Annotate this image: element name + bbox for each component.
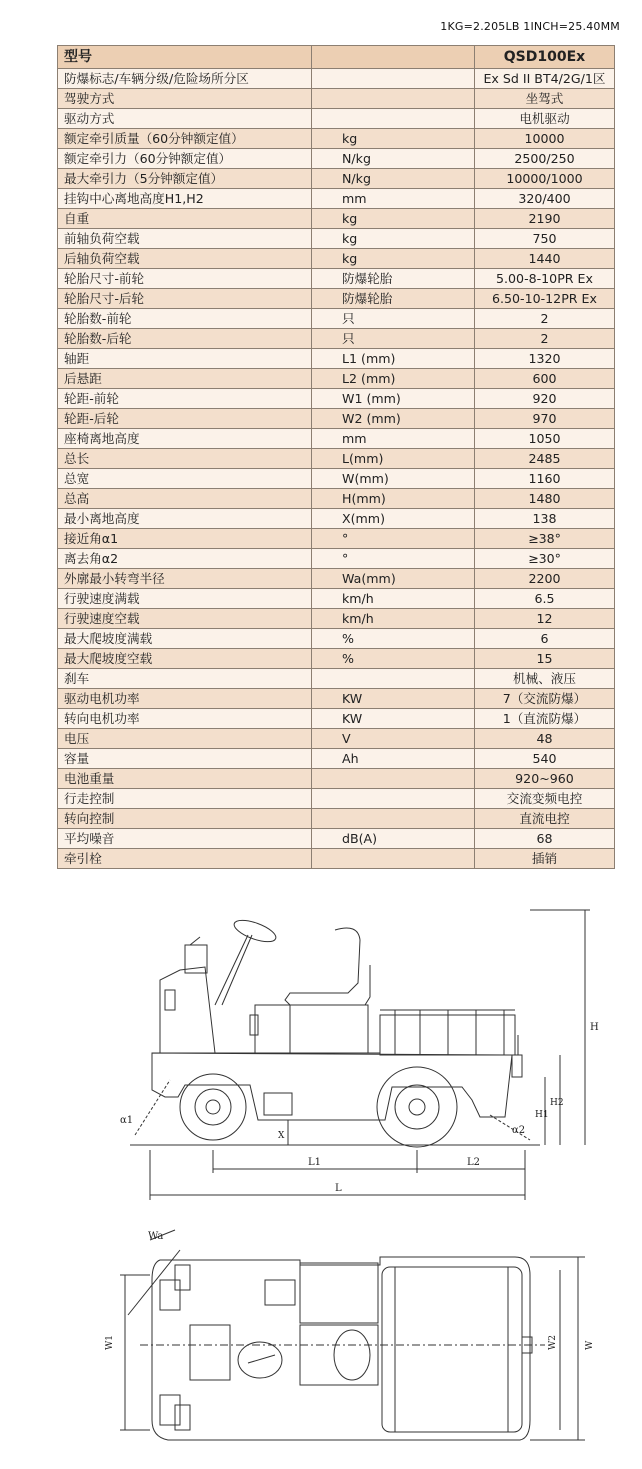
row-value: 6.5 <box>475 589 615 609</box>
row-unit: mm <box>312 189 475 209</box>
row-value: 交流变频电控 <box>475 789 615 809</box>
label-l1: L1 <box>308 1157 322 1168</box>
rear-wheel <box>377 1067 457 1147</box>
table-header-row <box>58 46 615 69</box>
label-h: H <box>590 1022 599 1033</box>
row-unit <box>312 789 475 809</box>
front-wheel <box>180 1074 246 1140</box>
row-unit: Ah <box>312 749 475 769</box>
table-row <box>58 629 615 649</box>
row-unit: Wa(mm) <box>312 569 475 589</box>
row-label: 最大爬坡度空载 <box>58 649 312 669</box>
row-value: 138 <box>475 509 615 529</box>
table-row <box>58 469 615 489</box>
row-label: 总宽 <box>58 469 312 489</box>
row-unit: 防爆轮胎 <box>312 289 475 309</box>
row-unit: X(mm) <box>312 509 475 529</box>
table-row <box>58 449 615 469</box>
row-label: 电压 <box>58 729 312 749</box>
row-value: 电机驱动 <box>475 109 615 129</box>
label-wa: Wa <box>148 1231 164 1242</box>
row-unit: 只 <box>312 329 475 349</box>
row-value: 2 <box>475 309 615 329</box>
row-value: 1（直流防爆） <box>475 709 615 729</box>
row-value: 68 <box>475 829 615 849</box>
top-front-wheel-left <box>160 1280 180 1310</box>
row-label: 轮距-后轮 <box>58 409 312 429</box>
row-unit: % <box>312 629 475 649</box>
row-label: 自重 <box>58 209 312 229</box>
table-row <box>58 829 615 849</box>
table-row <box>58 709 615 729</box>
row-unit: KW <box>312 689 475 709</box>
row-unit: dB(A) <box>312 829 475 849</box>
row-label: 轮胎尺寸-前轮 <box>58 269 312 289</box>
row-unit <box>312 109 475 129</box>
row-label: 外廓最小转弯半径 <box>58 569 312 589</box>
table-row <box>58 729 615 749</box>
table-row <box>58 509 615 529</box>
row-label: 额定牵引质量（60分钟额定值） <box>58 129 312 149</box>
table-row <box>58 89 615 109</box>
table-row <box>58 429 615 449</box>
row-value: 750 <box>475 229 615 249</box>
row-unit <box>312 769 475 789</box>
row-label: 转向电机功率 <box>58 709 312 729</box>
table-row <box>58 529 615 549</box>
table-row <box>58 589 615 609</box>
row-value: 坐驾式 <box>475 89 615 109</box>
row-unit <box>312 849 475 869</box>
row-label: 容量 <box>58 749 312 769</box>
top-seat <box>300 1263 378 1323</box>
row-unit: kg <box>312 229 475 249</box>
table-row <box>58 309 615 329</box>
row-value: 2190 <box>475 209 615 229</box>
header-model: QSD100Ex <box>475 46 615 69</box>
table-row <box>58 689 615 709</box>
row-unit: 只 <box>312 309 475 329</box>
label-l2: L2 <box>467 1157 481 1168</box>
row-unit <box>312 89 475 109</box>
label-w: W <box>585 1340 595 1350</box>
row-unit: kg <box>312 129 475 149</box>
top-front-wheel-right <box>160 1395 180 1425</box>
wa-line <box>128 1250 180 1315</box>
label-w2: W2 <box>548 1335 558 1350</box>
row-unit: ° <box>312 529 475 549</box>
row-value: 920~960 <box>475 769 615 789</box>
row-value: 1160 <box>475 469 615 489</box>
table-row <box>58 649 615 669</box>
steering-wheel <box>232 916 279 946</box>
table-row <box>58 209 615 229</box>
label-alpha2: α2 <box>512 1125 526 1136</box>
row-unit: km/h <box>312 609 475 629</box>
units-note: 1KG=2.205LB 1INCH=25.40MM <box>440 20 620 33</box>
tow-hitch <box>512 1055 522 1077</box>
battery-box <box>255 1005 290 1053</box>
row-unit <box>312 69 475 89</box>
top-cargo-bed <box>382 1267 522 1432</box>
table-row <box>58 289 615 309</box>
table-row <box>58 69 615 89</box>
row-label: 后悬距 <box>58 369 312 389</box>
table-row <box>58 409 615 429</box>
row-value: Ex Sd II BT4/2G/1区 <box>475 69 615 89</box>
row-label: 牵引栓 <box>58 849 312 869</box>
top-steering-wheel <box>238 1342 282 1378</box>
table-row <box>58 109 615 129</box>
row-unit: L1 (mm) <box>312 349 475 369</box>
row-label: 总高 <box>58 489 312 509</box>
row-value: ≥38° <box>475 529 615 549</box>
header-label: 型号 <box>58 46 312 69</box>
row-unit: W2 (mm) <box>312 409 475 429</box>
row-label: 轮胎数-后轮 <box>58 329 312 349</box>
table-row <box>58 369 615 389</box>
table-row <box>58 549 615 569</box>
label-alpha1: α1 <box>120 1115 134 1126</box>
row-unit: km/h <box>312 589 475 609</box>
row-unit: N/kg <box>312 169 475 189</box>
table-row <box>58 669 615 689</box>
row-label: 平均噪音 <box>58 829 312 849</box>
row-value: 1480 <box>475 489 615 509</box>
row-label: 驱动方式 <box>58 109 312 129</box>
row-unit: V <box>312 729 475 749</box>
row-label: 轮距-前轮 <box>58 389 312 409</box>
row-label: 前轴负荷空载 <box>58 229 312 249</box>
row-value: 920 <box>475 389 615 409</box>
row-value: 2200 <box>475 569 615 589</box>
row-label: 最小离地高度 <box>58 509 312 529</box>
row-value: ≥30° <box>475 549 615 569</box>
table-row <box>58 349 615 369</box>
table-row <box>58 569 615 589</box>
row-unit: ° <box>312 549 475 569</box>
row-value: 320/400 <box>475 189 615 209</box>
row-label: 驱动电机功率 <box>58 689 312 709</box>
row-value: 970 <box>475 409 615 429</box>
table-row <box>58 489 615 509</box>
row-unit: H(mm) <box>312 489 475 509</box>
row-unit: W1 (mm) <box>312 389 475 409</box>
row-label: 最大牵引力（5分钟额定值） <box>58 169 312 189</box>
row-label: 接近角α1 <box>58 529 312 549</box>
row-unit <box>312 809 475 829</box>
table-row <box>58 169 615 189</box>
row-label: 转向控制 <box>58 809 312 829</box>
row-unit: N/kg <box>312 149 475 169</box>
row-value: 10000/1000 <box>475 169 615 189</box>
row-value: 1320 <box>475 349 615 369</box>
row-value: 15 <box>475 649 615 669</box>
header-unit <box>312 46 475 69</box>
table-row <box>58 789 615 809</box>
table-row <box>58 149 615 169</box>
row-value: 12 <box>475 609 615 629</box>
row-value: 600 <box>475 369 615 389</box>
label-h2: H2 <box>550 1098 564 1108</box>
row-value: 10000 <box>475 129 615 149</box>
label-w1: W1 <box>105 1335 115 1350</box>
side-view-drawing <box>0 905 642 1205</box>
top-body-outline <box>152 1257 530 1440</box>
row-unit: L2 (mm) <box>312 369 475 389</box>
row-label: 座椅离地高度 <box>58 429 312 449</box>
row-value: 6 <box>475 629 615 649</box>
table-row <box>58 329 615 349</box>
table-row <box>58 389 615 409</box>
row-label: 后轴负荷空载 <box>58 249 312 269</box>
row-label: 行走控制 <box>58 789 312 809</box>
row-label: 电池重量 <box>58 769 312 789</box>
row-value: 7（交流防爆） <box>475 689 615 709</box>
row-label: 额定牵引力（60分钟额定值） <box>58 149 312 169</box>
row-unit: % <box>312 649 475 669</box>
row-unit <box>312 669 475 689</box>
row-label: 轴距 <box>58 349 312 369</box>
row-unit: kg <box>312 249 475 269</box>
row-unit: kg <box>312 209 475 229</box>
row-value: 1050 <box>475 429 615 449</box>
row-value: 1440 <box>475 249 615 269</box>
table-row <box>58 609 615 629</box>
row-label: 驾驶方式 <box>58 89 312 109</box>
row-value: 5.00-8-10PR Ex <box>475 269 615 289</box>
row-label: 轮胎尺寸-后轮 <box>58 289 312 309</box>
row-label: 轮胎数-前轮 <box>58 309 312 329</box>
control-module <box>190 1325 230 1380</box>
table-row <box>58 269 615 289</box>
table-row <box>58 749 615 769</box>
row-label: 最大爬坡度满载 <box>58 629 312 649</box>
row-unit: 防爆轮胎 <box>312 269 475 289</box>
table-row <box>58 769 615 789</box>
row-unit: mm <box>312 429 475 449</box>
label-h1: H1 <box>535 1110 549 1120</box>
table-row <box>58 129 615 149</box>
seat <box>285 928 370 1005</box>
row-label: 刹车 <box>58 669 312 689</box>
table-row <box>58 249 615 269</box>
row-value: 540 <box>475 749 615 769</box>
label-l: L <box>335 1183 342 1194</box>
row-value: 插销 <box>475 849 615 869</box>
row-value: 2500/250 <box>475 149 615 169</box>
table-row <box>58 189 615 209</box>
row-value: 48 <box>475 729 615 749</box>
row-label: 行驶速度空载 <box>58 609 312 629</box>
table-row <box>58 229 615 249</box>
row-label: 离去角α2 <box>58 549 312 569</box>
row-value: 2485 <box>475 449 615 469</box>
row-label: 挂钩中心离地高度H1,H2 <box>58 189 312 209</box>
row-label: 防爆标志/车辆分级/危险场所分区 <box>58 69 312 89</box>
row-value: 6.50-10-12PR Ex <box>475 289 615 309</box>
top-view-drawing <box>0 1225 642 1469</box>
row-label: 行驶速度满载 <box>58 589 312 609</box>
table-row <box>58 809 615 829</box>
table-row <box>58 849 615 869</box>
row-value: 2 <box>475 329 615 349</box>
chassis-outline <box>152 1053 512 1120</box>
row-label: 总长 <box>58 449 312 469</box>
spec-table <box>57 45 615 869</box>
label-x: X <box>278 1131 285 1141</box>
row-value: 机械、液压 <box>475 669 615 689</box>
row-unit: L(mm) <box>312 449 475 469</box>
row-unit: KW <box>312 709 475 729</box>
row-unit: W(mm) <box>312 469 475 489</box>
row-value: 直流电控 <box>475 809 615 829</box>
